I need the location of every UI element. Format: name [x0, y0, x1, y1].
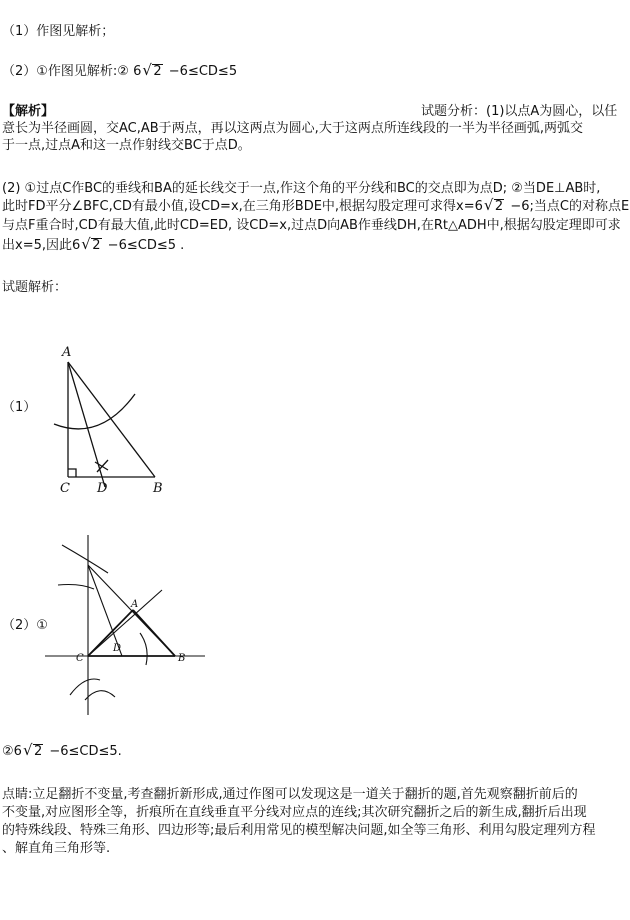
analysis-p2-line-4 [2, 238, 184, 254]
sqrt-symbol [143, 64, 162, 80]
construction-arc-4 [70, 679, 100, 695]
construction-arc-2 [58, 585, 94, 590]
construction-arc-5 [85, 691, 115, 700]
construction-arc-1 [62, 545, 108, 573]
sqrt-radicand: 2 [33, 744, 43, 759]
analysis-p2-line-2 [2, 199, 629, 215]
figure-1-label: （1） [2, 400, 37, 415]
label-d: D [97, 481, 108, 496]
figure-2-label: （2）① [2, 618, 48, 633]
sqrt-radicand: 2 [494, 199, 504, 214]
comment-line-2: 不变量,对应图形全等，折痕所在直线垂直平分线对应点的连线;其次研究翻折之后的新生成,翻折后出现 [2, 805, 587, 820]
answer-2-part-2-suffix: −6≤CD≤5. [45, 744, 122, 759]
analysis-heading: 【解析】 [2, 104, 55, 119]
label-c: C [76, 653, 84, 664]
answer-1: （1）作图见解析； [2, 24, 115, 39]
label-d: D [113, 643, 122, 654]
sqrt-symbol [485, 199, 504, 215]
analysis-p2-line-3: 与点F重合时,CD有最大值,此时CD=ED, 设CD=x,过点D向AB作垂线DH,在Rt△ADH中,根据勾股定理即可求 [2, 218, 621, 233]
label-c: C [60, 481, 70, 496]
sqrt-symbol [82, 238, 101, 254]
construction-arc [54, 394, 135, 429]
comment-line-4: 、解直角三角形等. [2, 841, 111, 856]
analysis-p2-line-4-b: −6≤CD≤5 . [103, 238, 185, 253]
label-a: A [62, 345, 72, 360]
analysis-line-2: 于一点,过点A和这一点作射线交BC于点D。 [2, 138, 251, 153]
sqrt-symbol [24, 744, 43, 760]
solution-heading: 试题解析： [2, 280, 68, 295]
sqrt-radicand: 2 [92, 238, 101, 253]
side-ca [88, 610, 133, 656]
label-b: B [178, 653, 186, 664]
label-a: A [131, 599, 139, 610]
side-ab [133, 610, 175, 656]
figure-1 [40, 332, 190, 507]
construction-arc-3 [140, 633, 147, 665]
analysis-p2-line-1: (2) ①过点C作BC的垂线和BA的延长线交于一点,作这个角的平分线和BC的交点即为点D; ②当DE⊥AB时, [2, 181, 601, 196]
answer-2-part-2 [2, 744, 122, 760]
label-b: B [153, 481, 163, 496]
answer-2 [2, 64, 237, 80]
analysis-line-1: 意长为半径画圆，交AC,AB于两点，再以这两点为圆心,大于这两点所连线段的一半为半径画弧,两弧交 [2, 121, 583, 136]
analysis-p2-line-4-a: 出x=5,因此6 [2, 238, 81, 253]
sqrt-radicand: 2 [153, 64, 162, 79]
analysis-intro: 试题分析：(1)以点A为圆心，以任 [421, 104, 618, 119]
comment-line-3: 的特殊线段、特殊三角形、四边形等;最后利用常见的模型解决问题,如全等三角形、利用勾股定理列方程 [2, 823, 596, 838]
analysis-p2-line-2-b: −6;当点C的对称点E [506, 199, 630, 214]
analysis-p2-line-2-a: 此时FD平分∠BFC,CD有最小值,设CD=x,在三角形BDE中,根据勾股定理可求得x=6 [2, 199, 483, 214]
right-angle-mark [68, 469, 76, 477]
segment-ab [68, 362, 155, 477]
comment-line-1: 点睛:立足翻折不变量,考查翻折新形成,通过作图可以发现这是一道关于翻折的题,首先观察翻折前后的 [2, 787, 578, 802]
figure-2 [40, 525, 210, 720]
answer-2-suffix: −6≤CD≤5 [164, 64, 238, 79]
answer-2-part-2-prefix: ②6 [2, 744, 22, 759]
bisector-guide [88, 590, 162, 656]
answer-2-prefix: （2）①作图见解析:② 6 [2, 64, 142, 79]
